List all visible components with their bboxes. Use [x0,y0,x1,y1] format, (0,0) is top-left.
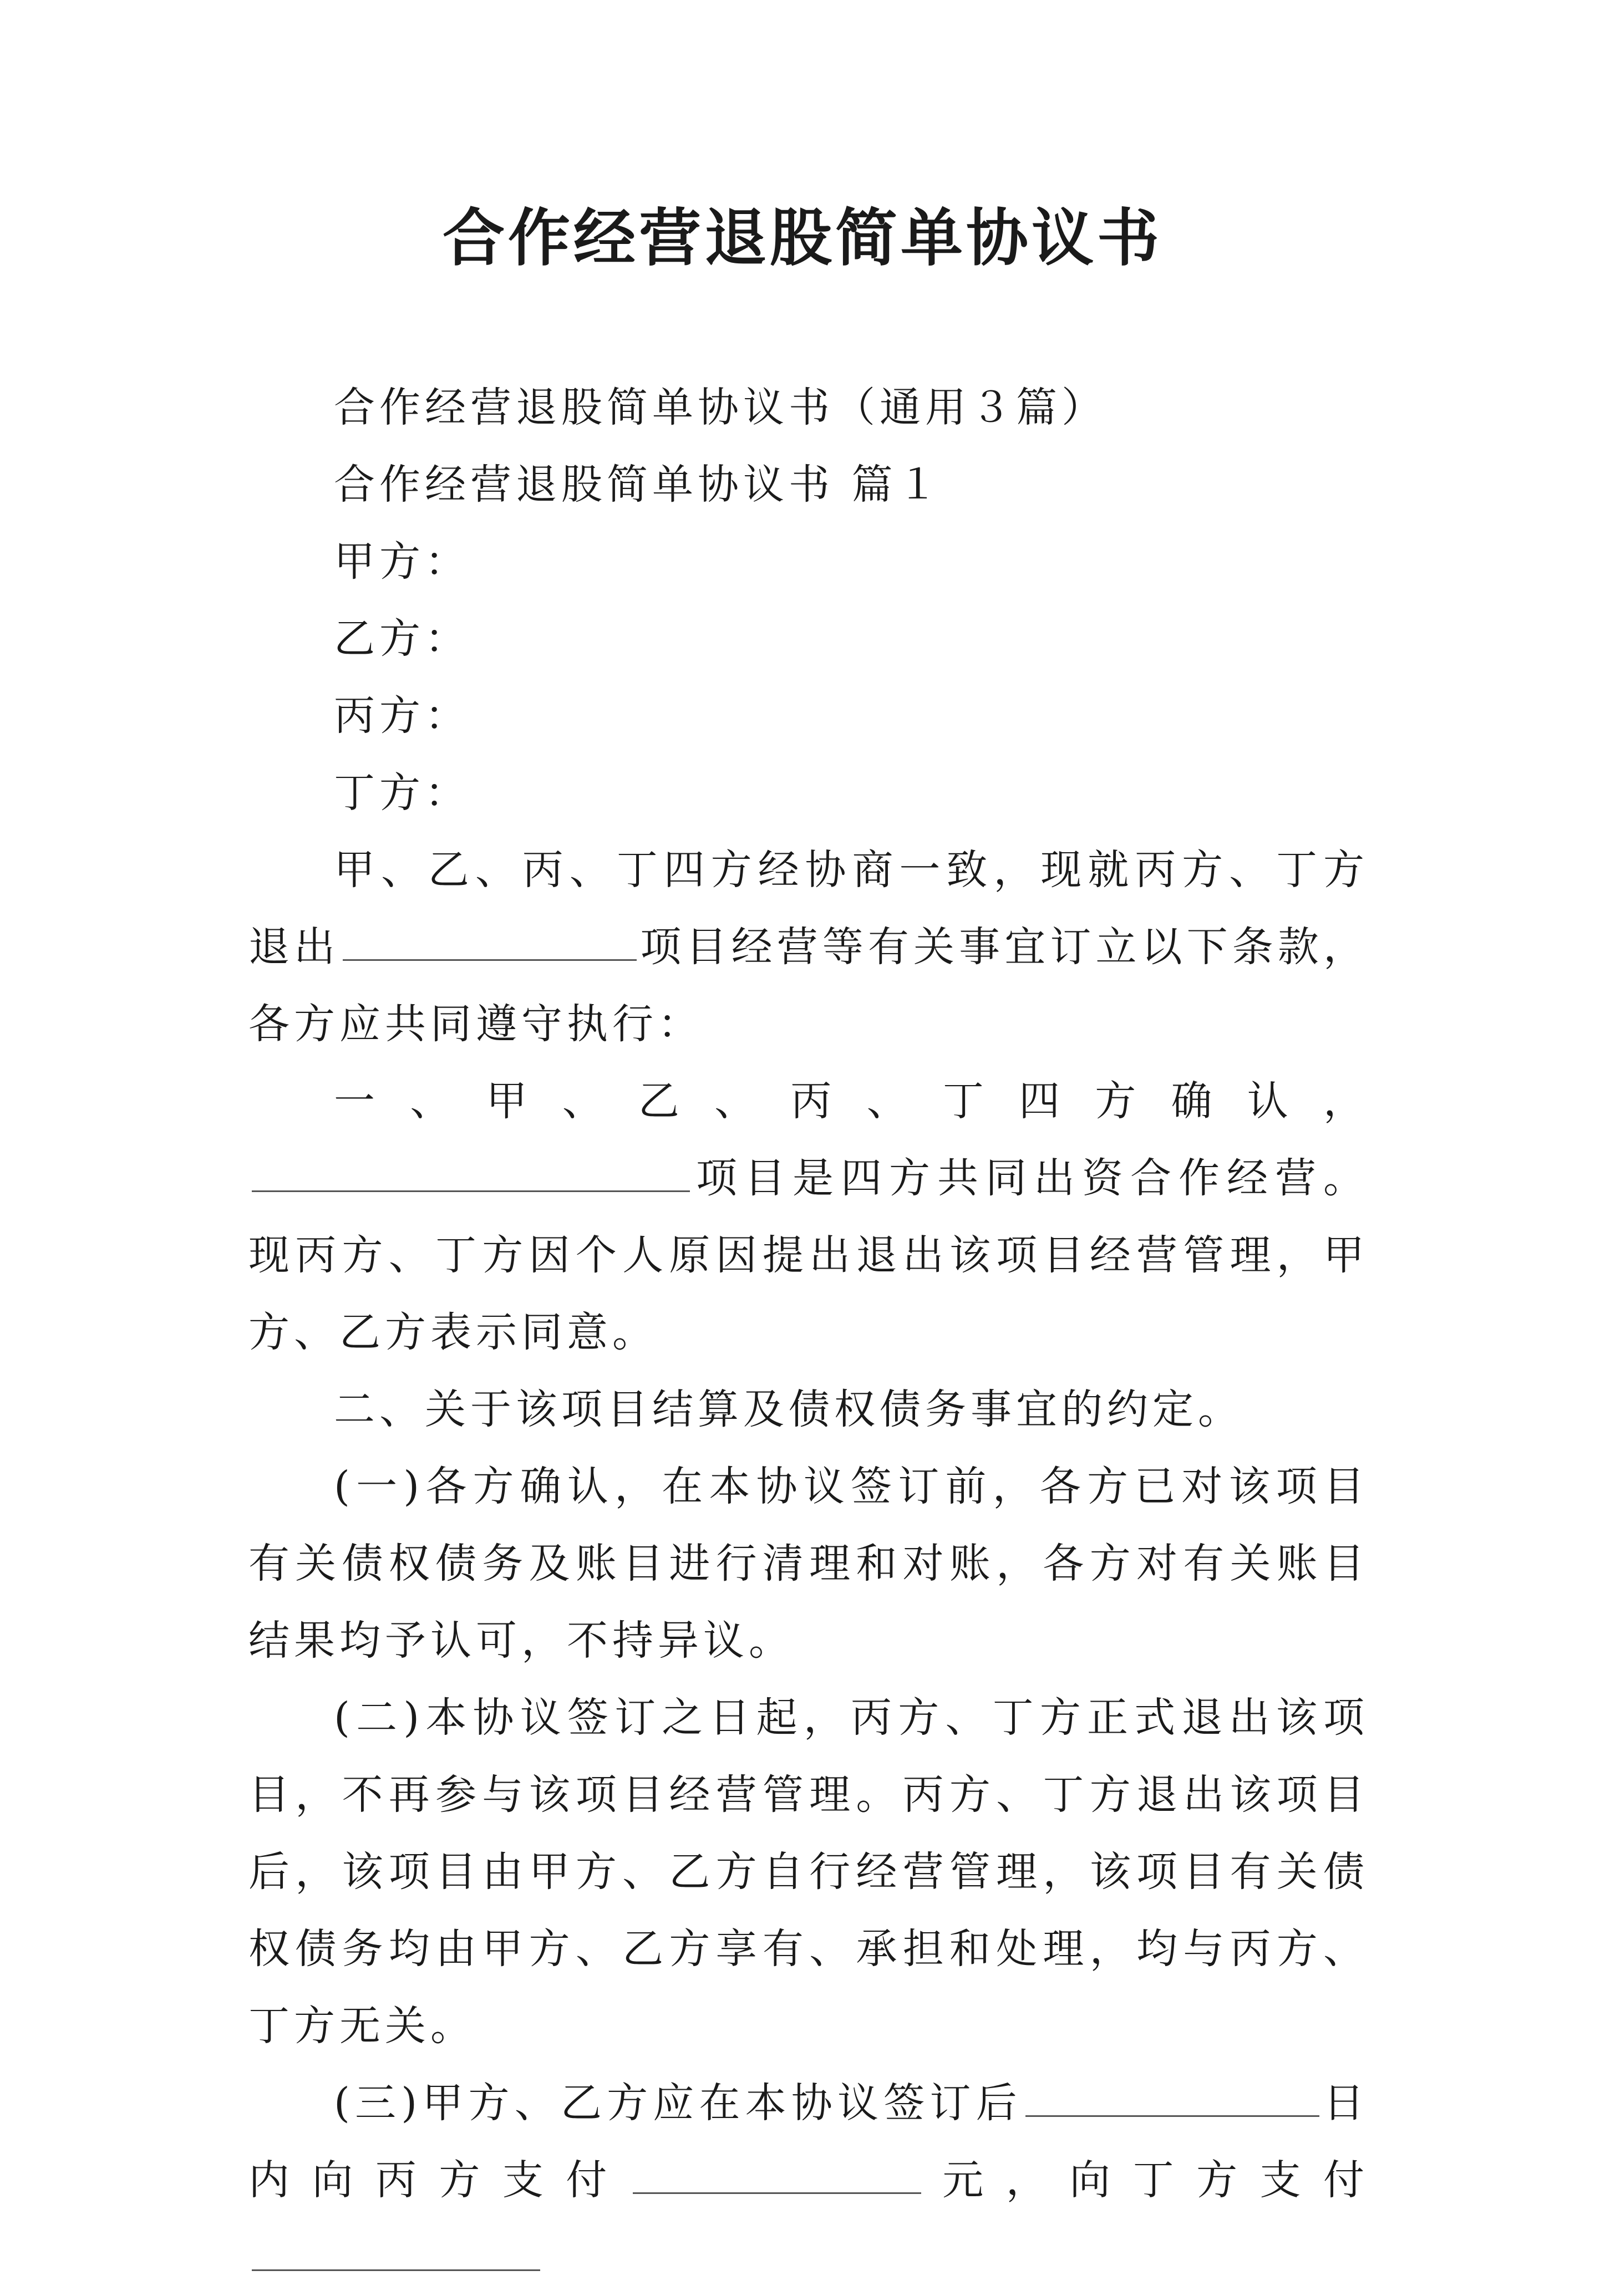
document-body [248,369,1369,2296]
party-c-amount-blank [633,2154,921,2194]
party-d-line: 丁方： [334,769,470,817]
days-blank [1025,2076,1319,2117]
clause-2-2-paragraph: (二)本协议签订之日起，丙方、丁方正式退出该项目，不再参与该项目经营管理。丙方、丁方退出该项目后，该项目由甲方、乙方自行经营管理，该项目有关债权债务均由甲方、乙方享有、承担和处理，均与丙方、丁方无关。 [248,1694,1369,2050]
intro-text-1: 甲、乙、丙、丁四方经协商一致，现就丙方、丁方退出 [248,846,1369,971]
clause-2-3-text-1: (三)甲方、乙方应在本协议签订后 [334,2079,1022,2127]
document-title: 合作经营退股简单协议书 [443,202,1162,274]
section-heading: 合作经营退股简单协议书 篇１ [334,461,943,508]
party-b-line: 乙方： [334,615,470,663]
party-c-line: 丙方： [334,692,470,740]
party-d-amount-blank [252,2231,540,2271]
project-name-blank [343,920,637,961]
party-a-line: 甲方： [334,538,470,586]
clause-2-1-paragraph: (一)各方确认，在本协议签订前，各方已对该项目有关债权债务及账目进行清理和对账，各方对有关账目结果均予认可，不持异议。 [248,1463,1369,1664]
clause-1-text-1: 一、甲、乙、丙、丁四方确认， [334,1077,1369,1125]
subtitle-line: 合作经营退股简单协议书（通用３篇） [334,384,1107,431]
intro-text-2: 项目经营等有关事宜订立以下条款，各方应共同遵守执行： [248,923,1369,1048]
clause-2-3-text-2: 日内向丙方支付 [248,2079,1369,2204]
clause-1-project-blank [252,1152,690,1192]
clause-2-heading: 二、关于该项目结算及债权债务事宜的约定。 [334,1386,1243,1433]
clause-2-3-paragraph [248,2065,1369,2296]
clause-2-3-text-3: 元，向丁方支付 [924,2156,1369,2204]
intro-paragraph [248,832,1369,1063]
clause-1-text-2: 项目是四方共同出资合作经营。现丙方、丁方因个人原因提出退出该项目经营管理，甲方、乙方表示同意。 [248,1154,1369,1356]
clause-1-paragraph [248,1063,1369,1371]
